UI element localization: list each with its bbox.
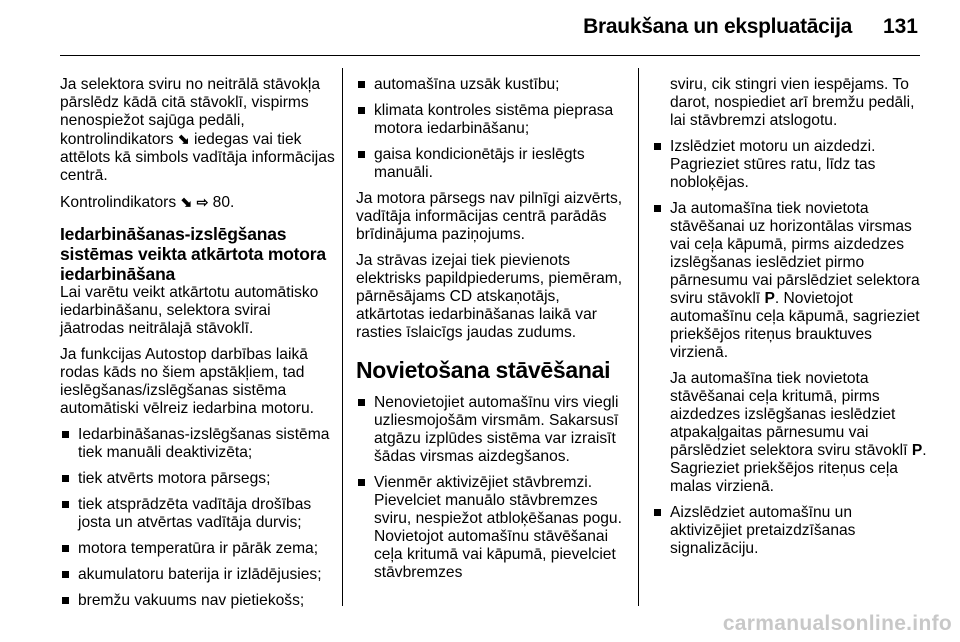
paragraph: Ja funkcijas Autostop darbības laikā rodas kāds no šiem apstākļiem, tad ieslēgšanas/izslēgšanas sistēma automātiski vēlreiz iedarbina motoru. (60, 346, 314, 417)
paragraph: Ja strāvas izejai tiek pievienots elektrisks papildpiederums, piemēram, pārnēsājams CD atskaņotājs, atkārtotas iedarbināšanas laikā var rasties īslaicīgs jaudas zudums. (356, 252, 623, 341)
paragraph: Ja motora pārsegs nav pilnīgi aizvērts, vadītāja informācijas centrā parādās brīdinājuma paziņojums. (356, 190, 623, 243)
watermark: carmanualsonline.info (722, 612, 952, 635)
header-divider (60, 55, 920, 56)
list-item-subparagraph (652, 370, 928, 496)
column-3 (652, 76, 928, 566)
list-item-text: . Sagrieziet priekšējos riteņus ceļa malas virzienā. (670, 442, 927, 495)
column-2 (356, 76, 632, 582)
paragraph (60, 193, 336, 212)
paragraph (60, 76, 336, 185)
list-item: tiek atvērts motora pārsegs; (60, 470, 336, 488)
page-reference-icon: ⇨ (196, 194, 209, 210)
paragraph-text: iedegas vai tiek attēlots kā simbols vadītāja informācijas centrā. (60, 131, 335, 184)
page-reference-link[interactable]: 80. (212, 194, 235, 211)
list-item: klimata kontroles sistēma pieprasa motora iedarbināšanu; (356, 102, 632, 138)
list-item: automašīna uzsāk kustību; (356, 76, 632, 94)
list-item (652, 200, 928, 362)
list-item: Nenovietojiet automašīnu virs viegli uzliesmojošām virsmām. Sakarsusī atgāzu izplūdes sistēma var izraisīt šādas virsmas aizdegšanos. (356, 394, 632, 466)
list-item-continuation: sviru, cik stingri vien iespējams. To darot, nospiediet arī bremžu pedāli, lai stāvbremzi atslogotu. (670, 76, 915, 129)
paragraph-text: Kontrolindikators (60, 194, 177, 211)
list-item: Vienmēr aktivizējiet stāvbremzi. Pievelciet manuālo stāvbremzes sviru, nespiežot atbloķēšanas pogu. Novietojot automašīnu stāvēšanai ceļa kritumā vai kāpumā, pievelciet stāvbremzes (356, 474, 632, 582)
indicator-icon: ⬊ (180, 194, 193, 210)
column-divider-1 (342, 68, 343, 606)
list-item-text: Ja automašīna tiek novietota stāvēšanai uz horizontālas virsmas vai ceļa kāpumā, pirms aizdedzes izslēgšanas ieslēdziet pirmo pārnesumu vai pārslēdziet selektora sviru stāvoklī (670, 200, 920, 307)
paragraph: Lai varētu veikt atkārtotu automātisko iedarbināšanu, selektora svirai jāatrodas neitrālajā stāvoklī. (60, 284, 319, 337)
indicator-icon: ⬊ (177, 131, 190, 147)
column-divider-2 (638, 68, 639, 606)
paragraph-text: Ja selektora sviru no neitrālā stāvokļa pārslēdz kādā citā stāvoklī, vispirms nenospiežot sajūga pedāli, kontrolindikators (60, 76, 321, 148)
section-heading: Iedarbināšanas-izslēgšanas sistēmas veikta atkārtota motora iedarbināšana (60, 224, 326, 284)
list-item: Izslēdziet motoru un aizdedzi. Pagrieziet stūres ratu, līdz tas nobloķējas. (652, 138, 928, 192)
list-item-text: . Novietojot automašīnu ceļa kāpumā, sagrieziet priekšējos riteņus brauktuves virzienā. (670, 290, 920, 361)
list-item-text: Ja automašīna tiek novietota stāvēšanai ceļa kritumā, pirms aizdedzes izslēgšanas ieslēdziet atpakaļgaitas pārnesumu vai pārslēdziet selektora sviru stāvoklī (670, 370, 908, 459)
list-item: gaisa kondicionētājs ir ieslēgts manuāli. (356, 146, 632, 182)
page-title: Braukšana un ekspluatācija (583, 15, 852, 38)
list-item: Iedarbināšanas-izslēgšanas sistēma tiek manuāli deaktivizēta; (60, 426, 336, 462)
list-item: motora temperatūra ir pārāk zema; (60, 540, 336, 558)
list-item: bremžu vakuums nav pietiekošs; (60, 592, 336, 610)
gear-position-label: P (764, 290, 775, 307)
column-1 (60, 76, 336, 618)
page-header (0, 0, 960, 56)
list-item: tiek atsprādzēta vadītāja drošības josta un atvērtas vadītāja durvis; (60, 496, 336, 532)
list-item: akumulatoru baterija ir izlādējusies; (60, 566, 336, 584)
page-number: 131 (882, 15, 918, 38)
gear-position-label: P (911, 442, 923, 459)
section-heading: Novietošana stāvēšanai (356, 357, 611, 383)
list-item: Aizslēdziet automašīnu un aktivizējiet pretaizdzīšanas signalizāciju. (652, 504, 928, 558)
